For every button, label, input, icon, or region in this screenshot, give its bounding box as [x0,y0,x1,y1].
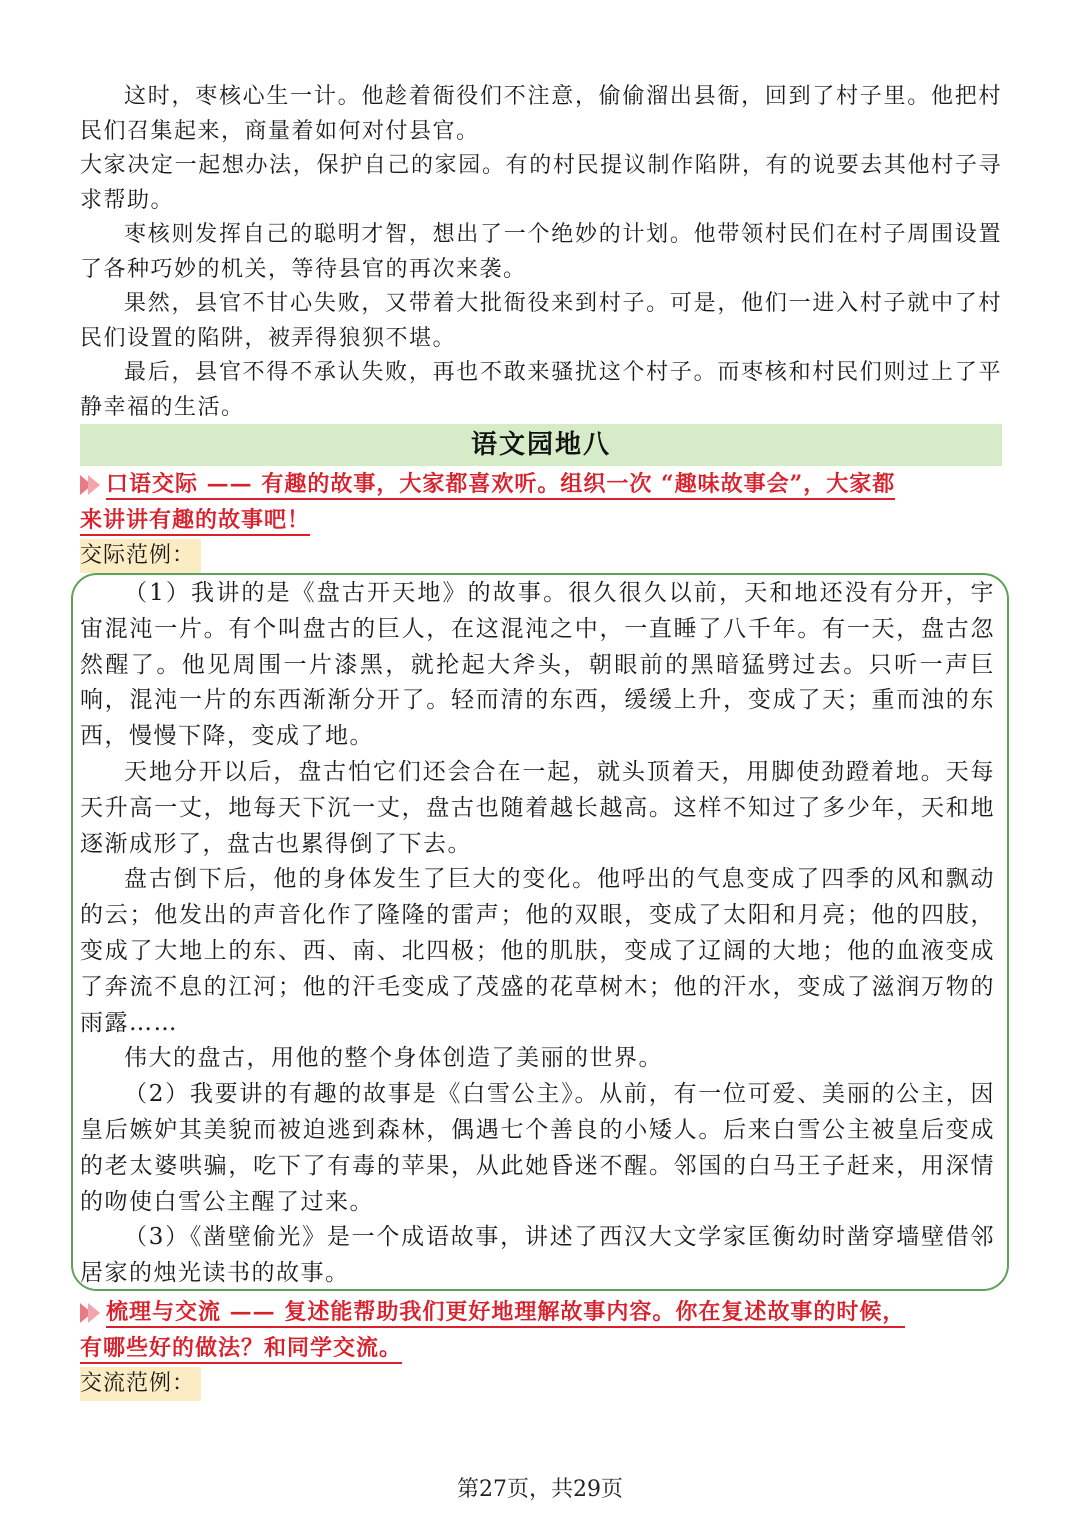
review-prompt-text-1: 梳理与交流 —— 复述能帮助我们更好地理解故事内容。你在复述故事的时候， [106,1299,905,1328]
oral-communication-prompt [80,466,1005,538]
page-number: 第27页，共29页 [457,1477,623,1502]
example-paragraph-3: 盘古倒下后，他的身体发生了巨大的变化。他呼出的气息变成了四季的风和飘动的云；他发出的声音化作了隆隆的雷声；他的双眼，变成了太阳和月亮；他的四肢，变成了大地上的东、西、南、北四极；他的肌肤，变成了辽阔的大地；他的血液变成了奔流不息的江河；他的汗毛变成了茂盛的花草树木；他的汗水，变成了滋润万物的雨露…… [80,866,995,1036]
oral-prompt-text-1: 口语交际 —— 有趣的故事，大家都喜欢听。组织一次 “趣味故事会”，大家都 [106,471,895,500]
example-paragraph-4: 伟大的盘古，用他的整个身体创造了美丽的世界。 [124,1045,663,1072]
review-prompt-line-2 [80,1330,1005,1366]
story-paragraph-5: 最后，县官不得不承认失败，再也不敢来骚扰这个村子。而枣核和村民们则过上了平静幸福的生活。 [80,360,1002,420]
story-paragraph-1: 这时，枣核心生一计。他趁着衙役们不注意，偷偷溜出县衙，回到了村子里。他把村民们召集起来，商量着如何对付县官。 [80,84,1002,144]
review-prompt-line-1 [80,1294,1005,1330]
example-paragraph-2: 天地分开以后，盘古怕它们还会合在一起，就头顶着天，用脚使劲蹬着地。天每天升高一丈，地每天下沉一丈，盘古也随着越长越高。这样不知过了多少年，天和地逐渐成形了，盘古也累得倒了下去。 [80,758,995,857]
review-exchange-prompt [80,1294,1005,1366]
review-example-label: 交流范例： [80,1367,201,1401]
example-content [80,576,995,1292]
review-prompt-text-2: 有哪些好的做法？和同学交流。 [80,1335,402,1364]
story-paragraph-3: 枣核则发挥自己的聪明才智，想出了一个绝妙的计划。他带领村民们在村子周围设置了各种巧妙的机关，等待县官的再次来袭。 [80,222,1002,282]
example-paragraph-1: （1）我讲的是《盘古开天地》的故事。很久很久以前，天和地还没有分开，宇宙混沌一片。有个叫盘古的巨人，在这混沌之中，一直睡了八千年。有一天，盘古忽然醒了。他见周围一片漆黑，就抡起大斧头，朝眼前的黑暗猛劈过去。只听一声巨响，混沌一片的东西渐渐分开了。轻而清的东西，缓缓上升，变成了天；重而浊的东西，慢慢下降，变成了地。 [80,580,995,750]
oral-prompt-line-2 [80,502,1005,538]
oral-example-label: 交际范例： [80,539,201,573]
double-arrow-icon [88,475,100,495]
example-paragraph-6: （3）《凿壁偷光》是一个成语故事，讲述了西汉大文学家匡衡幼时凿穿墙壁借邻居家的烛光读书的故事。 [80,1224,995,1287]
section-title: 语文园地八 [80,424,1002,466]
double-arrow-icon [88,1303,100,1323]
oral-prompt-text-2: 来讲讲有趣的故事吧！ [80,507,310,536]
story-paragraph-2: 大家决定一起想办法，保护自己的家园。有的村民提议制作陷阱，有的说要去其他村子寻求帮助。 [80,153,1002,213]
example-paragraph-5: （2）我要讲的有趣的故事是《白雪公主》。从前，有一位可爱、美丽的公主，因皇后嫉妒其美貌而被迫逃到森林，偶遇七个善良的小矮人。后来白雪公主被皇后变成的老太婆哄骗，吃下了有毒的苹果，从此她昏迷不醒。邻国的白马王子赶来，用深情的吻使白雪公主醒了过来。 [80,1081,995,1215]
story-paragraph-4: 果然，县官不甘心失败，又带着大批衙役来到村子。可是，他们一进入村子就中了村民们设置的陷阱，被弄得狼狈不堪。 [80,291,1002,351]
oral-prompt-line-1 [80,466,1005,502]
